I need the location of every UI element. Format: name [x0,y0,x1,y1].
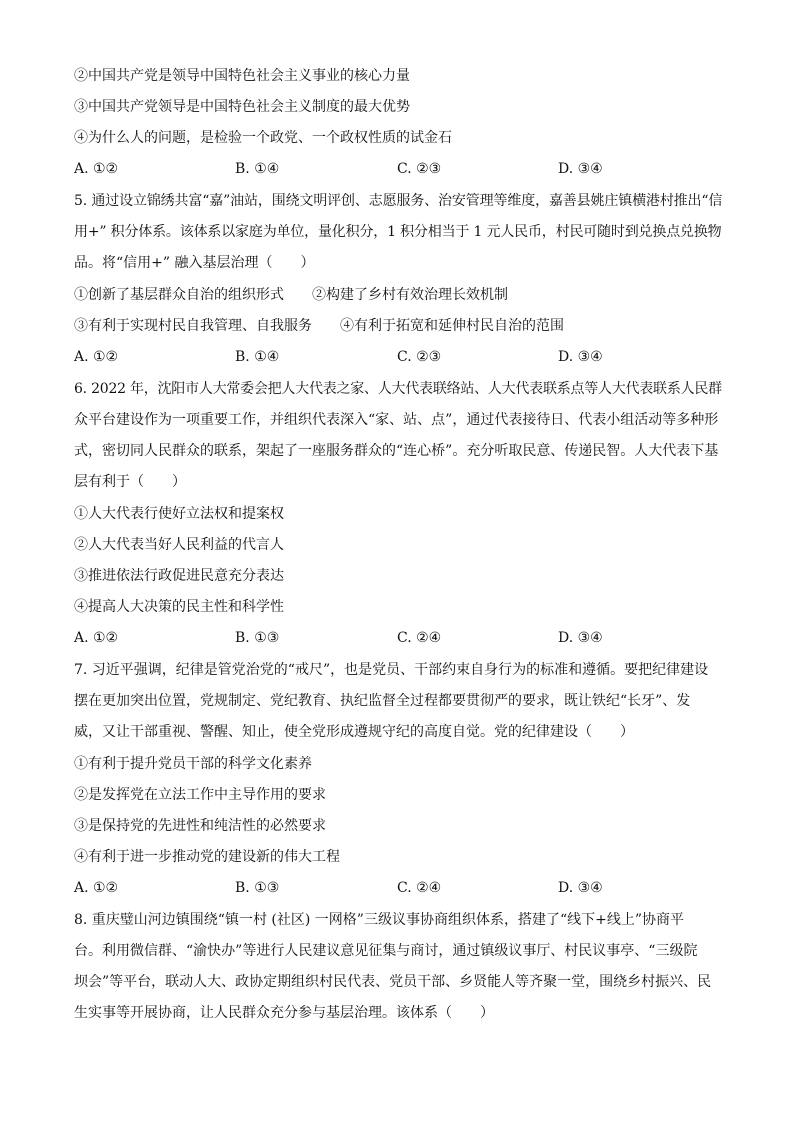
q6-option-c: C. ②④ [397,630,442,646]
q7-option-b: B. ①③ [235,880,280,896]
q6-stem-line-1: 6. 2022 年，沈阳市人大常委会把人大代表之家、人大代表联络站、人大代表联系点等人大代表联系人民群 [74,381,722,397]
q4-statement-4: ④为什么人的问题，是检验一个政党、一个政权性质的试金石 [74,130,452,146]
q8-stem-line-1: 8. 重庆璧山河边镇围绕“镇一村 (社区) 一网格”三级议事协商组织体系，搭建了“线下+线上”协商平 [74,912,684,928]
q6-statement-2: ②人大代表当好人民利益的代言人 [74,537,284,553]
q7-options [74,878,722,898]
q8-stem-line-4: 生实事等开展协商，让人民群众充分参与基层治理。该体系（ ） [74,1005,494,1021]
q4-option-a: A. ①② [74,161,119,177]
q5-option-b: B. ①④ [235,349,280,365]
q7-statement-4: ④有利于进一步推动党的建设新的伟大工程 [74,849,340,865]
q7-stem-line-2: 摆在更加突出位置，党规制定、党纪教育、执纪监督全过程都要贯彻严的要求，既让铁纪“长牙”、发 [74,693,691,709]
q5-option-c: C. ②③ [397,349,442,365]
q6-stem-line-2: 众平台建设作为一项重要工作，并组织代表深入“家、站、点”，通过代表接待日、代表小组活动等多种形 [74,412,719,428]
q4-option-d: D. ③④ [558,161,603,177]
q6-statement-3: ③推进依法行政促进民意充分表达 [74,568,284,584]
q7-option-d: D. ③④ [558,880,603,896]
q6-options [74,628,722,648]
q6-statement-4: ④提高人大决策的民主性和科学性 [74,599,284,615]
q4-statement-3: ③中国共产党领导是中国特色社会主义制度的最大优势 [74,99,410,115]
q5-option-d: D. ③④ [558,349,603,365]
q4-option-c: C. ②③ [397,161,442,177]
q5-options [74,347,722,367]
q7-option-a: A. ①② [74,880,119,896]
q5-statements-1-2: ①创新了基层群众自治的组织形式 ②构建了乡村有效治理长效机制 [74,287,508,303]
q6-stem-line-4: 层有利于（ ） [74,474,186,490]
q7-statement-2: ②是发挥党在立法工作中主导作用的要求 [74,787,326,803]
q7-stem-line-3: 威，又让干部重视、警醒、知止，使全党形成遵规守纪的高度自觉。党的纪律建设（ ） [74,724,634,740]
q8-stem-line-3: 坝会”等平台，联动人大、政协定期组织村民代表、党员干部、乡贤能人等齐聚一堂，围绕乡村振兴、民 [74,974,712,990]
q6-statement-1: ①人大代表行使好立法权和提案权 [74,506,284,522]
q5-stem-line-1: 5. 通过设立锦绣共富“嘉”油站，围绕文明评创、志愿服务、治安管理等维度，嘉善县姚庄镇横港村推出“信 [74,193,723,209]
q8-stem-line-2: 台。利用微信群、“渝快办”等进行人民建议意见征集与商讨，通过镇级议事厅、村民议事亭、“三级院 [74,943,698,959]
q5-statements-3-4: ③有利于实现村民自我管理、自我服务 ④有利于拓宽和延伸村民自治的范围 [74,318,564,334]
q6-option-a: A. ①② [74,630,119,646]
q4-statement-2: ②中国共产党是领导中国特色社会主义事业的核心力量 [74,68,410,84]
q5-stem-line-2: 用+” 积分体系。该体系以家庭为单位，量化积分，1 积分相当于 1 元人民币，村民可随时到兑换点兑换物 [74,224,722,240]
q7-statement-3: ③是保持党的先进性和纯洁性的必然要求 [74,818,326,834]
q6-stem-line-3: 式，密切同人民群众的联系，架起了一座服务群众的“连心桥”。充分听取民意、传递民智。人大代表下基 [74,443,719,459]
q7-statement-1: ①有利于提升党员干部的科学文化素养 [74,756,312,772]
q5-option-a: A. ①② [74,349,119,365]
q4-options [74,159,722,179]
q7-option-c: C. ②④ [397,880,442,896]
q6-option-b: B. ①③ [235,630,280,646]
q4-option-b: B. ①④ [235,161,280,177]
q6-option-d: D. ③④ [558,630,603,646]
q5-stem-line-3: 品。将“信用+” 融入基层治理（ ） [74,255,315,271]
q7-stem-line-1: 7. 习近平强调，纪律是管党治党的“戒尺”，也是党员、干部约束自身行为的标准和遵循。要把纪律建设 [74,662,709,678]
